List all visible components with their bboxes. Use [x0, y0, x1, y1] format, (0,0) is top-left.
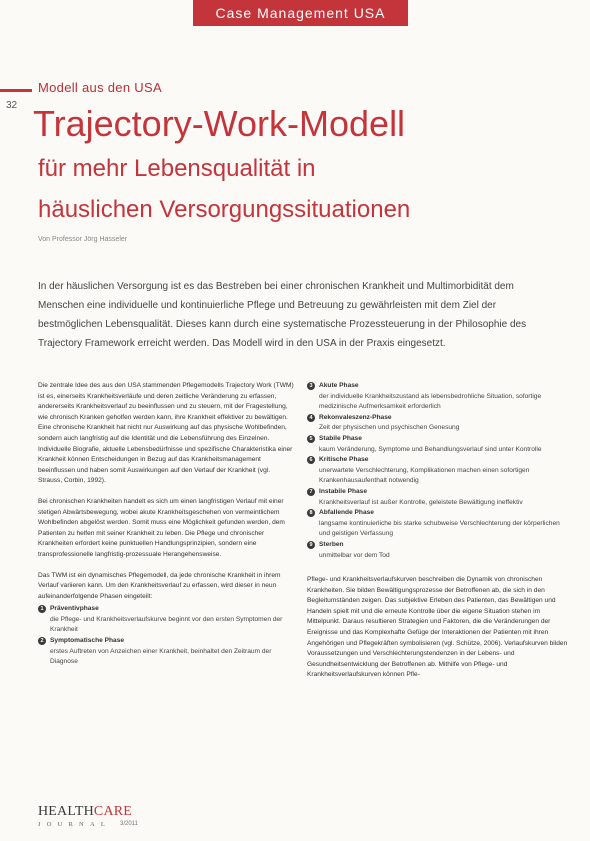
phase-name: Akute Phase [319, 382, 359, 389]
phase-number-badge: 2 [38, 637, 46, 645]
phase-item [307, 455, 569, 487]
lead-paragraph [38, 277, 556, 353]
body-paragraph: Die zentrale Idee des aus den USA stammenden Pflegemodells Trajectory Work (TWM) ist es, einerseits Krankheitsverläufe und deren zeitliche Veränderung zu erfassen, andererseits Krankheitsverlauf zu beeinflussen und zu steuern, mit der Fragestellung, wie chronisch Kranken geholfen werden kann, ihre Krankheit effektiver zu bewältigen. Eine chronische Krankheit hat nicht nur Auswirkung auf das physische Wohlbefinden, sondern auch langfristig auf die Identität und die Lebensführung des Einzelnen. Individuelle Biografie, aktuelle Lebensbedürfnisse und spezifische Charakteristika einer Krankheit können Entscheidungen in Bezug auf das Krankheitsmanagement beeinflussen und haben somit Auswirkungen auf den Verlauf der Krankheit (vgl. Strauss, Corbin, 1992). [38, 382, 294, 485]
kicker: Modell aus den USA [38, 80, 162, 95]
body-paragraph: Das TWM ist ein dynamisches Pflegemodell, da jede chronische Krankheit in ihrem Verlauf variieren kann. Um den Krankheitsverlauf zu erfassen, wird dieser in neun aufeinanderfolgende Phasen eingeteilt: [38, 571, 281, 600]
logo-journal: JOURNAL [38, 821, 112, 828]
phase-name: Präventivphase [50, 605, 99, 613]
healthcare-journal-logo [38, 805, 132, 829]
phase-name: Stabile Phase [319, 434, 362, 442]
phase-name: Instabile Phase [319, 487, 368, 495]
phase-number-badge: 7 [307, 488, 315, 496]
phase-name: Abfallende Phase [319, 509, 374, 517]
logo-health: HEALTH [38, 804, 94, 819]
phase-item [307, 413, 569, 434]
phase-number-badge: 6 [307, 456, 315, 464]
phase-number-badge: 5 [307, 435, 315, 443]
body-paragraph: Pflege- und Krankheitsverlaufskurven beschreiben die Dynamik von chronischen Krankheiten. Sie bilden Bewältigungsprozesse der Betroffenen ab, die sich in den Begleitumständen zeigen. Das subjektive Erleben des Patienten, das Bewältigen und Handeln spielt mit und die erneute Kontrolle über die eigene Situation stehen im Mittelpunkt. Daraus resultieren Strategien und Faktoren, die die Veränderungen der Ereignisse und das Komplexhafte Gefüge der Interaktionen der Patienten mit ihren Angehörigen und Pflegekräften symbolisieren (vgl. Schütze, 2006). Verlaufskurven bilden Voraussetzungen und Verschlechterungstendenzen in der Lebens- und Gesundheitsentwicklung der Betroffenen ab. Mithilfe von Pflege- und Krankheitsverlaufskurven können Pfle- [307, 576, 568, 679]
author-byline: Von Professor Jörg Hasseler [38, 236, 128, 243]
phase-description: langsame kontinuierliche bis starke schubweise Verschlechterung der körperlichen und geistigen Verfassung [319, 519, 560, 538]
logo-care: CARE [93, 804, 133, 819]
phase-item [307, 540, 569, 561]
phase-description: die Pflege- und Krankheitsverlaufskurve beginnt vor den ersten Symptomen der Krankheit [50, 615, 283, 634]
phase-description: kaum Veränderung, Symptome und Behandlungsverlauf sind unter Kontrolle [319, 445, 542, 453]
phase-description: Krankheitsverlauf ist außer Kontrolle, geleistete Bewältigung ineffektiv [319, 498, 523, 506]
phase-item [307, 487, 569, 508]
page-number: 32 [6, 100, 18, 111]
phase-name: Rekonvaleszenz-Phase [319, 413, 392, 421]
phase-name: Symptomatische Phase [50, 637, 125, 645]
phase-number-badge: 8 [307, 509, 315, 517]
phase-item [307, 381, 569, 413]
phase-description: der individuelle Krankheitszustand als lebensbedrohliche Situation, sofortige medizinische Aufmerksamkeit erforderlich [319, 392, 542, 411]
kicker-rule [0, 89, 32, 92]
phase-item [307, 434, 569, 455]
phase-number-badge: 3 [307, 382, 315, 390]
body-paragraph: Bei chronischen Krankheiten handelt es sich um einen langfristigen Verlauf mit einer stetigen Abwärtsbewegung, wobei akute Krankheitsgeschehen von vermeintlichem Wohlbefinden abgelöst werden. Somit muss eine Möglichkeit gefunden werden, dem Patienten zu helfen mit seiner Krankheit zu leben. Die Pflege und chronischer Krankheiten erfordert keine punktuellen Handlungsprinzipien, sondern eine transprofessionelle langfristig-prozessuale Herangehensweise. [38, 497, 285, 558]
phase-item [38, 604, 294, 636]
phase-description: erstes Auftreten von Anzeichen einer Krankheit, beinhaltet den Zeitraum der Diagnose [50, 647, 272, 666]
phase-item [307, 508, 569, 540]
phase-name: Sterben [319, 540, 344, 548]
lead-text: In der häuslichen Versorgung ist es das Bestreben bei einer chronischen Krankheit und Multimorbidität dem Menschen eine individuelle und kontinuierliche Pflege und Betreuung zu gewährleisten mit dem Ziel der bestmöglichen Lebensqualität. Dieses kann durch eine systematische Prozessteuerung in der Philosophie des Trajectory Framework erreicht werden. Das Modell wird in den USA in der Praxis eingesetzt. [38, 281, 527, 349]
phase-description: unerwartete Verschlechterung, Komplikationen machen einen sofortigen Krankenhausaufenthalt notwendig [319, 466, 530, 485]
phase-number-badge: 1 [38, 605, 46, 613]
article-title: Trajectory-Work-Modell [33, 103, 406, 144]
issue-number: 3/2011 [120, 821, 138, 827]
phase-number-badge: 9 [307, 541, 315, 549]
section-header: Case Management USA [193, 0, 408, 26]
article-subtitle-line1: für mehr Lebensqualität in [38, 155, 316, 182]
phase-description: Zeit der physischen und psychischen Genesung [319, 424, 460, 432]
left-column [38, 381, 294, 668]
phase-description: unmittelbar vor dem Tod [319, 551, 390, 559]
phase-number-badge: 4 [307, 414, 315, 422]
phase-name: Kritische Phase [319, 456, 369, 464]
phase-item [38, 636, 294, 668]
right-column [307, 381, 569, 691]
article-subtitle-line2: häuslichen Versorgungssituationen [38, 196, 411, 223]
